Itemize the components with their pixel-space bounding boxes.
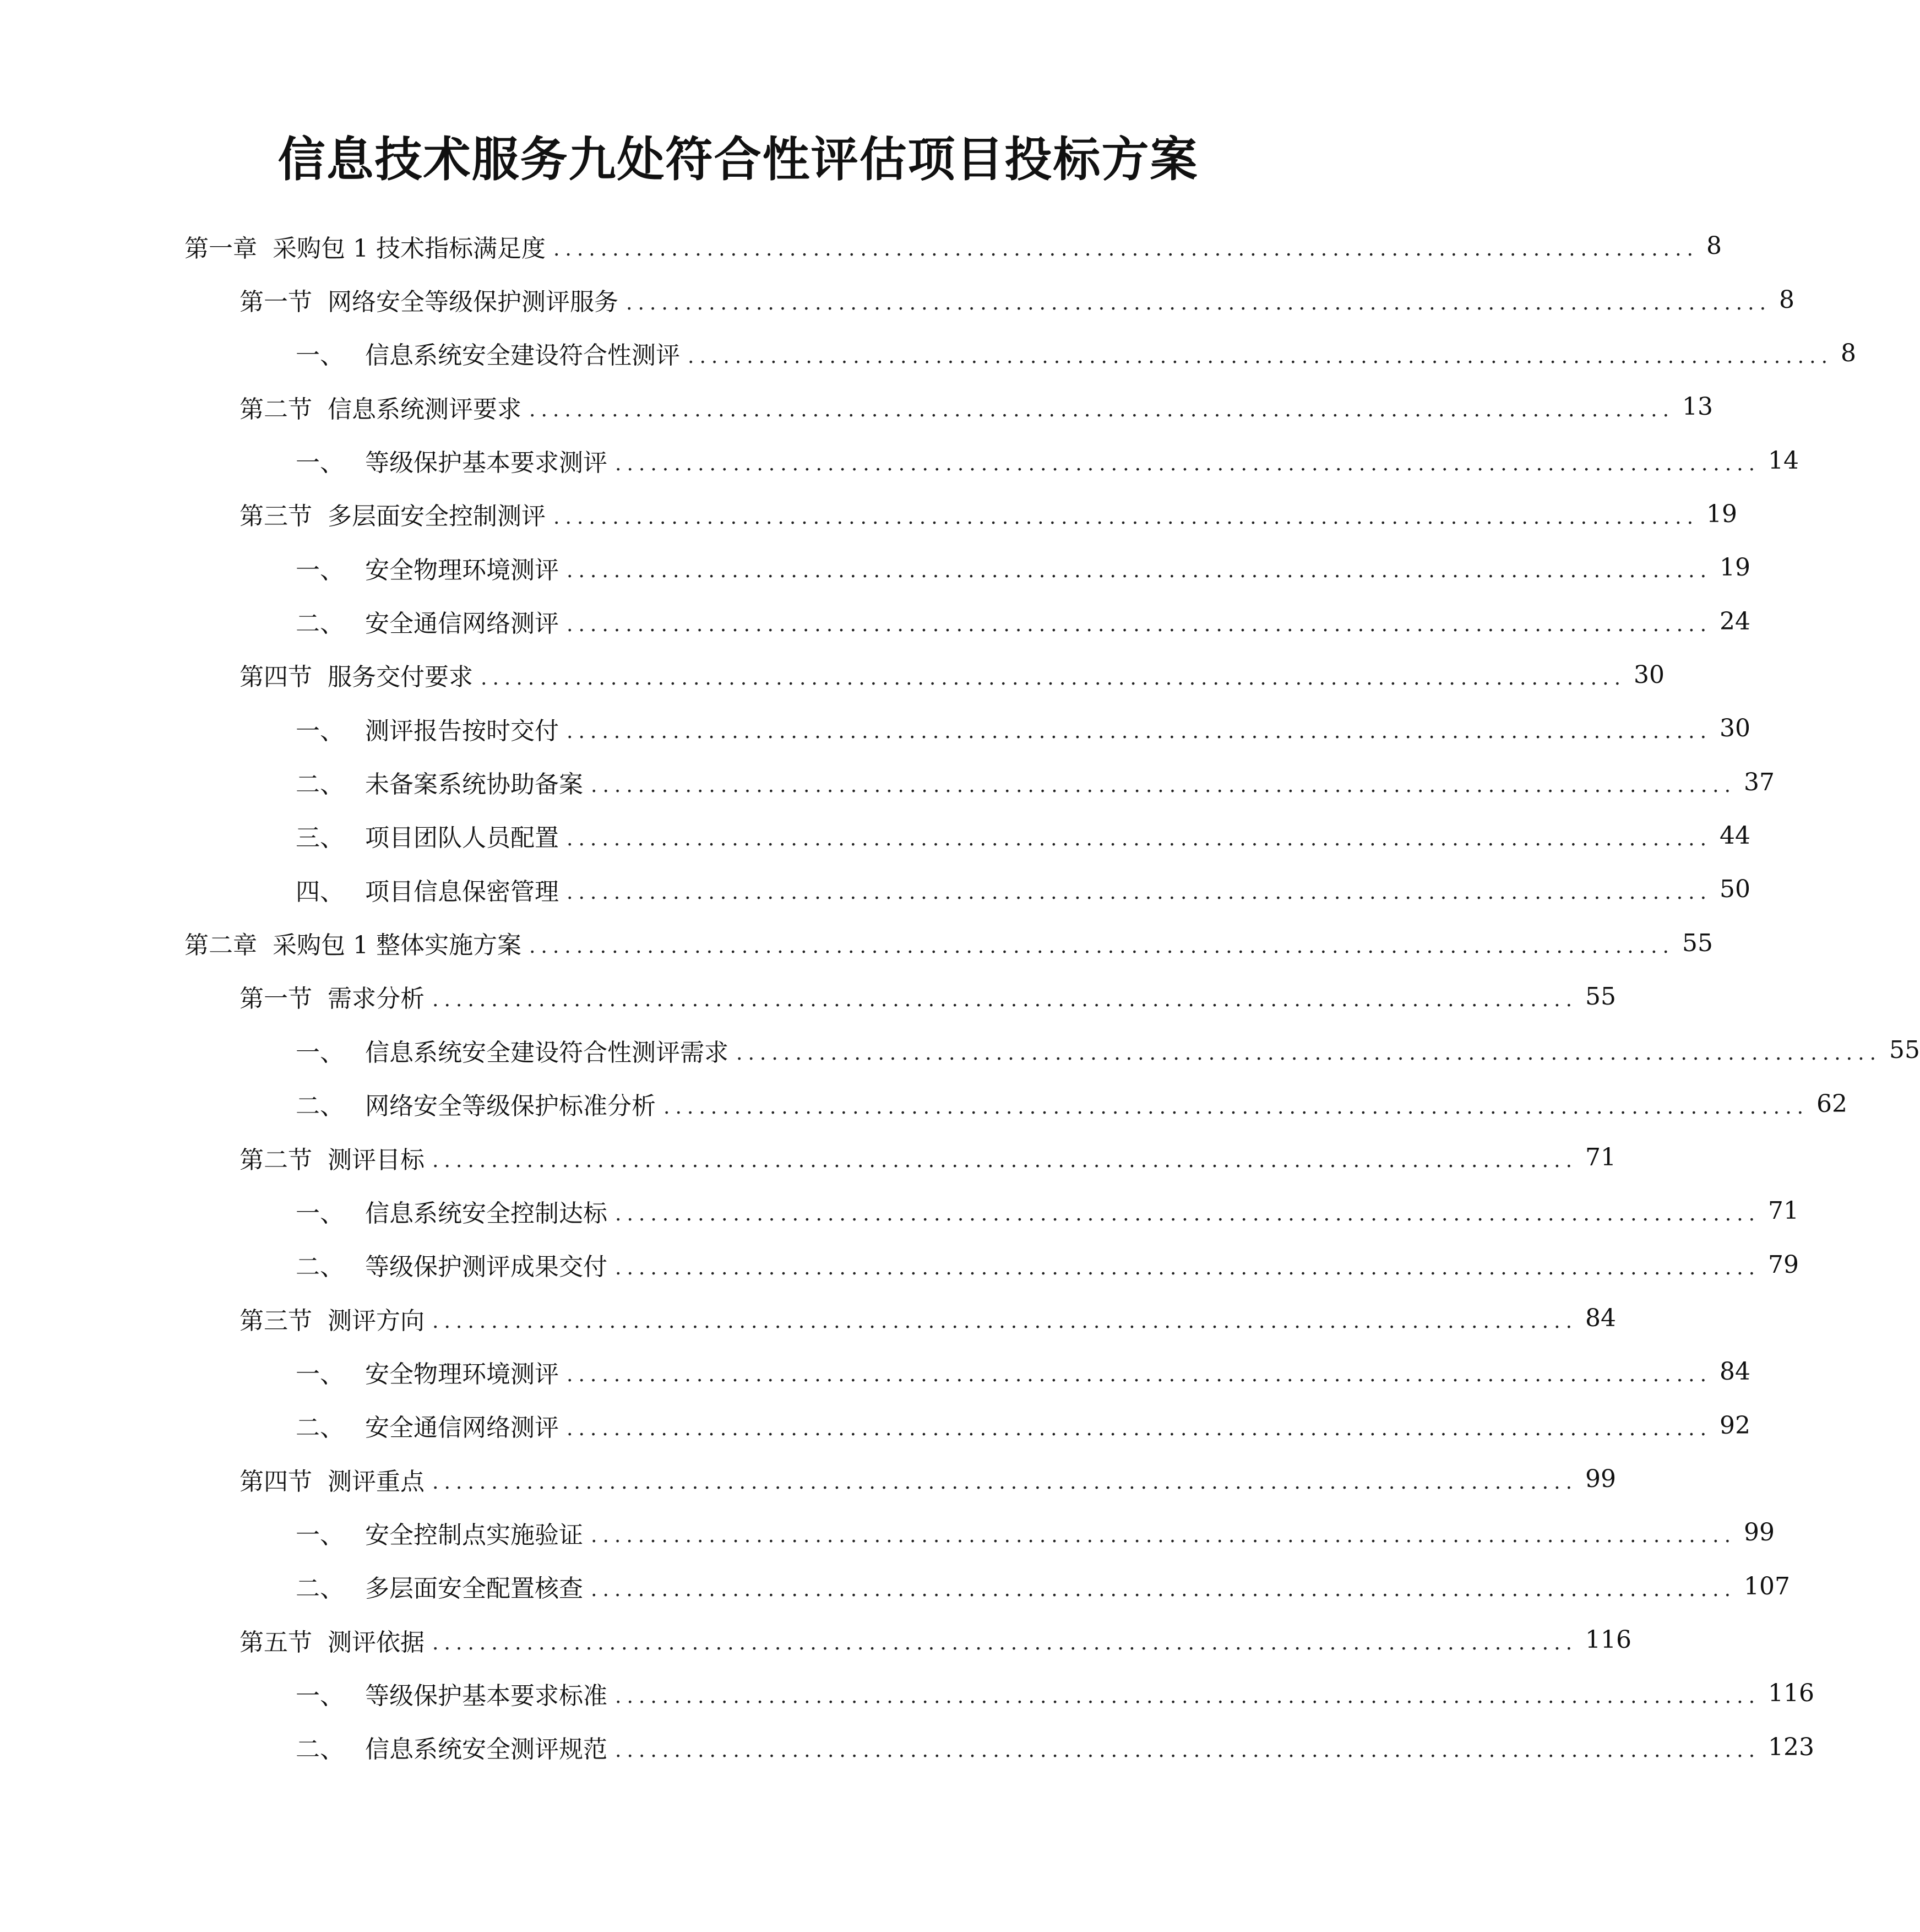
toc-entry-page: 71 xyxy=(1585,1143,1617,1172)
toc-entry-number: 二、 xyxy=(296,1735,344,1764)
toc-entry-number: 二、 xyxy=(296,1414,344,1442)
toc-entry-label: 等级保护测评成果交付 xyxy=(365,1253,607,1282)
document-title: 信息技术服务九处符合性评估项目投标方案 xyxy=(278,132,1199,187)
toc-entry-label: 安全物理环境测评 xyxy=(365,1360,559,1388)
toc-entry-level-2[interactable] xyxy=(0,648,1665,702)
toc-entry-level-3[interactable] xyxy=(0,594,1751,648)
toc-entry-number: 二、 xyxy=(296,1253,344,1282)
toc-entry-label: 多层面安全控制测评 xyxy=(328,502,546,531)
toc-entry-level-2[interactable] xyxy=(0,970,1617,1023)
toc-entry-page: 62 xyxy=(1816,1089,1848,1118)
toc-leader-dots: ................................................................................................. xyxy=(567,560,1712,583)
toc-entry-label: 未备案系统协助备案 xyxy=(365,770,583,799)
toc-entry-number: 一、 xyxy=(296,1360,344,1388)
toc-entry-page: 30 xyxy=(1634,660,1665,689)
toc-entry-number: 四、 xyxy=(296,877,344,906)
toc-entry-level-1[interactable] xyxy=(0,219,1722,273)
toc-entry-label: 安全物理环境测评 xyxy=(365,556,559,584)
toc-entry-number: 第二章 xyxy=(184,931,257,960)
toc-entry-number: 第一节 xyxy=(240,288,312,317)
toc-leader-dots: ................................................................................................. xyxy=(432,1471,1578,1494)
toc-entry-level-3[interactable] xyxy=(0,1345,1751,1398)
toc-entry-level-3[interactable] xyxy=(0,702,1751,755)
toc-entry-label: 测评报告按时交付 xyxy=(365,717,559,745)
toc-entry-label: 需求分析 xyxy=(328,985,425,1013)
toc-entry-level-2[interactable] xyxy=(0,273,1795,326)
toc-entry-number: 第三节 xyxy=(240,502,312,531)
toc-entry-level-3[interactable] xyxy=(0,327,1857,380)
toc-entry-level-2[interactable] xyxy=(0,1291,1617,1345)
toc-entry-page: 55 xyxy=(1682,929,1713,957)
toc-entry-level-3[interactable] xyxy=(0,1667,1814,1720)
toc-entry-number: 第一章 xyxy=(184,234,257,263)
toc-entry-page: 19 xyxy=(1720,553,1751,582)
toc-entry-number: 第四节 xyxy=(240,663,312,692)
toc-entry-level-3[interactable] xyxy=(0,1506,1775,1559)
toc-entry-page: 44 xyxy=(1720,821,1751,850)
toc-leader-dots: ................................................................................................. xyxy=(591,774,1737,797)
toc-entry-label: 采购包 1 整体实施方案 xyxy=(273,931,521,960)
toc-entry-label: 测评重点 xyxy=(328,1467,425,1496)
toc-entry-level-2[interactable] xyxy=(0,1613,1631,1667)
toc-entry-level-3[interactable] xyxy=(0,1023,1920,1077)
toc-entry-level-3[interactable] xyxy=(0,809,1751,862)
toc-leader-dots: ................................................................................................. xyxy=(432,1149,1578,1173)
toc-leader-dots: ................................................................................................. xyxy=(481,666,1627,690)
toc-entry-level-3[interactable] xyxy=(0,1238,1799,1291)
toc-entry-page: 8 xyxy=(1779,285,1795,314)
toc-leader-dots: ................................................................................................. xyxy=(432,1310,1578,1333)
toc-entry-label: 测评依据 xyxy=(328,1628,425,1657)
toc-entry-number: 一、 xyxy=(296,1681,344,1710)
toc-entry-label: 多层面安全配置核查 xyxy=(365,1575,583,1603)
toc-leader-dots: ................................................................................................. xyxy=(567,720,1712,744)
toc-leader-dots: ................................................................................................. xyxy=(432,1632,1578,1655)
toc-entry-level-3[interactable] xyxy=(0,755,1775,808)
toc-entry-number: 第五节 xyxy=(240,1628,312,1657)
toc-entry-page: 8 xyxy=(1841,339,1857,367)
toc-entry-label: 信息系统测评要求 xyxy=(328,395,521,424)
toc-leader-dots: ................................................................................................. xyxy=(432,988,1578,1011)
toc-entry-page: 19 xyxy=(1706,500,1738,528)
toc-entry-number: 三、 xyxy=(296,824,344,853)
toc-entry-number: 一、 xyxy=(296,1038,344,1067)
toc-leader-dots: ................................................................................................. xyxy=(626,291,1772,314)
toc-entry-page: 99 xyxy=(1744,1518,1775,1547)
toc-entry-number: 二、 xyxy=(296,1092,344,1121)
toc-entry-number: 二、 xyxy=(296,610,344,638)
toc-entry-page: 71 xyxy=(1768,1197,1799,1225)
toc-entry-page: 55 xyxy=(1889,1036,1920,1065)
toc-entry-number: 一、 xyxy=(296,449,344,477)
toc-entry-level-3[interactable] xyxy=(0,1399,1751,1452)
toc-entry-level-3[interactable] xyxy=(0,433,1799,487)
toc-entry-number: 第四节 xyxy=(240,1467,312,1496)
toc-entry-label: 信息系统安全测评规范 xyxy=(365,1735,607,1764)
toc-entry-level-3[interactable] xyxy=(0,1184,1799,1238)
toc-entry-label: 项目信息保密管理 xyxy=(365,877,559,906)
toc-entry-level-1[interactable] xyxy=(0,916,1713,969)
toc-leader-dots: ................................................................................................. xyxy=(553,506,1699,529)
toc-leader-dots: ................................................................................................. xyxy=(529,935,1674,958)
toc-entry-label: 服务交付要求 xyxy=(328,663,473,692)
toc-entry-level-3[interactable] xyxy=(0,541,1751,594)
toc-entry-page: 84 xyxy=(1720,1358,1751,1386)
toc-entry-number: 第二节 xyxy=(240,395,312,424)
toc-entry-page: 84 xyxy=(1585,1304,1617,1333)
toc-leader-dots: ................................................................................................. xyxy=(567,1364,1712,1387)
toc-leader-dots: ................................................................................................. xyxy=(529,399,1675,422)
toc-entry-page: 30 xyxy=(1720,714,1751,743)
toc-entry-level-2[interactable] xyxy=(0,380,1714,433)
toc-entry-label: 信息系统安全建设符合性测评需求 xyxy=(365,1038,728,1067)
toc-leader-dots: ................................................................................................. xyxy=(615,1203,1761,1226)
toc-entry-page: 79 xyxy=(1768,1250,1799,1279)
toc-leader-dots: ................................................................................................. xyxy=(567,613,1712,636)
toc-entry-label: 安全控制点实施验证 xyxy=(365,1521,583,1549)
toc-leader-dots: ................................................................................................. xyxy=(615,1739,1761,1762)
toc-entry-label: 项目团队人员配置 xyxy=(365,824,559,853)
toc-entry-number: 第三节 xyxy=(240,1306,312,1335)
toc-entry-label: 测评方向 xyxy=(328,1306,425,1335)
toc-leader-dots: ................................................................................................. xyxy=(663,1095,1809,1119)
toc-entry-page: 50 xyxy=(1720,875,1751,904)
toc-leader-dots: ................................................................................................. xyxy=(591,1578,1737,1601)
toc-leader-dots: ................................................................................................. xyxy=(567,827,1712,850)
table-of-contents xyxy=(0,219,1920,1774)
toc-entry-label: 采购包 1 技术指标满足度 xyxy=(273,234,546,263)
toc-entry-number: 第一节 xyxy=(240,985,312,1013)
toc-leader-dots: ................................................................................................. xyxy=(615,1256,1761,1279)
toc-entry-level-3[interactable] xyxy=(0,1560,1790,1613)
toc-entry-level-3[interactable] xyxy=(0,1077,1848,1131)
toc-entry-label: 安全通信网络测评 xyxy=(365,1414,559,1442)
toc-entry-page: 92 xyxy=(1720,1411,1751,1440)
toc-entry-page: 99 xyxy=(1585,1465,1617,1494)
toc-leader-dots: ................................................................................................. xyxy=(688,345,1834,368)
toc-entry-page: 116 xyxy=(1768,1679,1814,1708)
toc-entry-label: 等级保护基本要求测评 xyxy=(365,449,607,477)
toc-entry-page: 13 xyxy=(1682,393,1714,421)
toc-entry-number: 二、 xyxy=(296,770,344,799)
toc-entry-level-2[interactable] xyxy=(0,487,1738,541)
toc-leader-dots: ................................................................................................. xyxy=(591,1524,1737,1548)
toc-entry-number: 一、 xyxy=(296,1521,344,1549)
toc-entry-label: 等级保护基本要求标准 xyxy=(365,1681,607,1710)
toc-leader-dots: ................................................................................................. xyxy=(615,452,1761,475)
toc-entry-label: 测评目标 xyxy=(328,1146,425,1174)
toc-entry-page: 107 xyxy=(1744,1572,1790,1600)
toc-entry-label: 信息系统安全建设符合性测评 xyxy=(365,341,680,370)
toc-leader-dots: ................................................................................................. xyxy=(567,881,1712,904)
toc-entry-label: 网络安全等级保护测评服务 xyxy=(328,288,618,317)
toc-entry-number: 一、 xyxy=(296,556,344,584)
toc-entry-page: 37 xyxy=(1744,768,1775,796)
toc-entry-number: 第二节 xyxy=(240,1146,312,1174)
toc-entry-number: 一、 xyxy=(296,341,344,370)
toc-entry-page: 116 xyxy=(1585,1626,1631,1654)
toc-entry-page: 55 xyxy=(1585,982,1617,1011)
toc-entry-level-2[interactable] xyxy=(0,1452,1617,1506)
toc-leader-dots: ................................................................................................. xyxy=(553,238,1699,261)
toc-entry-level-3[interactable] xyxy=(0,862,1751,916)
toc-entry-level-3[interactable] xyxy=(0,1721,1814,1774)
toc-entry-page: 123 xyxy=(1768,1733,1814,1761)
toc-entry-label: 信息系统安全控制达标 xyxy=(365,1199,607,1228)
toc-entry-page: 8 xyxy=(1706,232,1722,261)
toc-entry-label: 安全通信网络测评 xyxy=(365,610,559,638)
toc-entry-page: 24 xyxy=(1720,607,1751,636)
toc-entry-number: 一、 xyxy=(296,1199,344,1228)
toc-entry-number: 二、 xyxy=(296,1575,344,1603)
toc-leader-dots: ................................................................................................. xyxy=(736,1042,1882,1065)
toc-entry-page: 14 xyxy=(1768,446,1799,475)
toc-entry-label: 网络安全等级保护标准分析 xyxy=(365,1092,656,1121)
toc-entry-level-2[interactable] xyxy=(0,1131,1617,1184)
toc-entry-number: 一、 xyxy=(296,717,344,745)
toc-leader-dots: ................................................................................................. xyxy=(567,1417,1712,1440)
toc-leader-dots: ................................................................................................. xyxy=(615,1685,1761,1708)
